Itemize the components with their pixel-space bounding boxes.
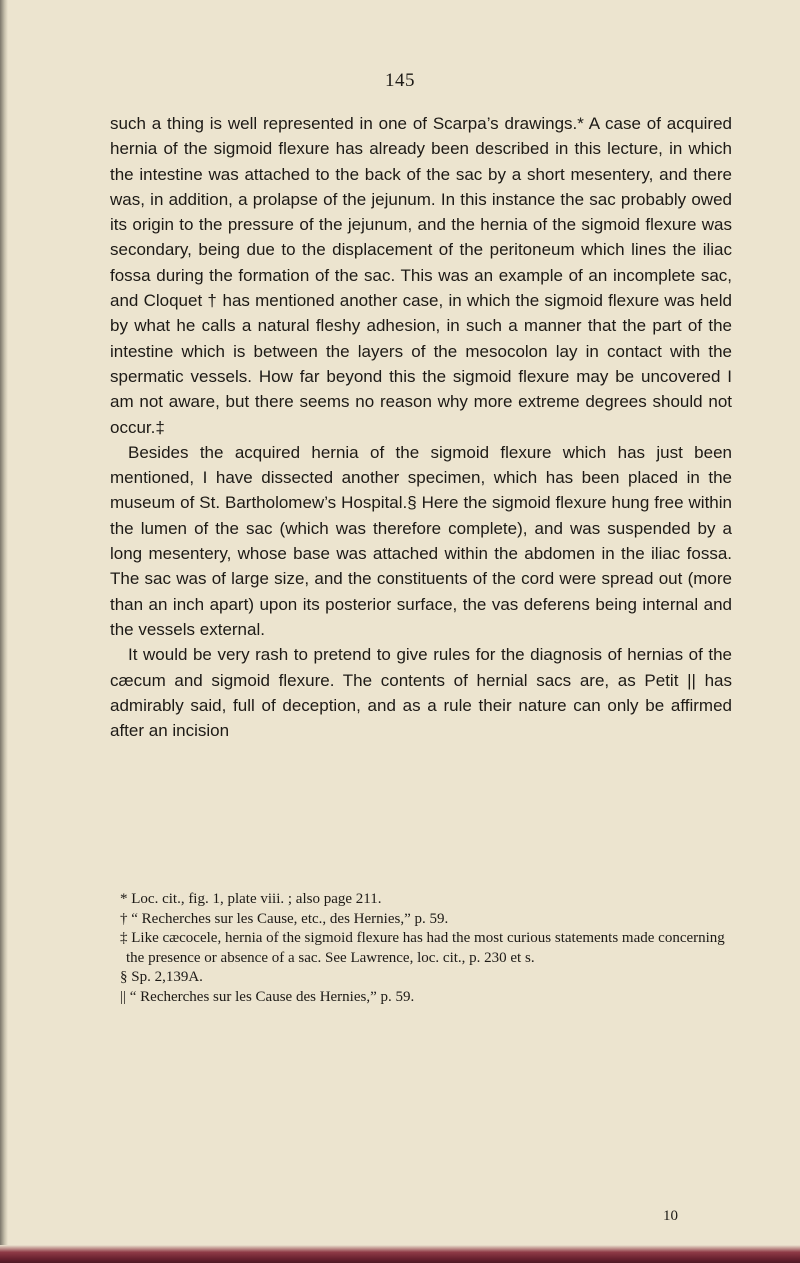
paragraph-2: Besides the acquired hernia of the sigmoid flexure which has just been mentioned, I have dissected another specimen, which has been placed in the museum of St. Bartholomew’s Hospital.§ Here the sigmoid flexure hung free within the lumen of the sac (which was therefore complete), and was suspended by a long mesentery, whose base was attached within the abdomen in the iliac fossa. The sac was of large size, and the constituents of the cord were spread out (more than an inch apart) upon its posterior surface, the vas deferens being internal and the vessels external. (110, 442, 732, 639)
page-number: 145 (385, 70, 415, 91)
footnotes (110, 890, 738, 1007)
paragraph-1: such a thing is well represented in one of Scarpa’s drawings.* A case of acquired hernia of the sigmoid flexure has already been described in this lecture, in which the intestine was attached to the back of the sac by a short mesentery, and there was, in addition, a prolapse of the jejunum. In this instance the sac probably owed its origin to the pressure of the jejunum, and the hernia of the sigmoid flexure was secondary, being due to the displacement of the peritoneum which lines the iliac fossa during the formation of the sac. This was an example of an incomplete sac, and Cloquet † has mentioned another case, in which the sigmoid flexure was held by what he calls a natural fleshy adhesion, in such a manner that the part of the intestine which is between the layers of the mesocolon lay in contact with the spermatic vessels. How far beyond this the sigmoid flexure may be uncovered I am not aware, but there seems no reason why more extreme degrees should not occur.‡ (110, 114, 732, 437)
footnote-3: ‡ Like cæcocele, hernia of the sigmoid flexure has had the most curious statements made concerning the presence or absence of a sac. See Lawrence, loc. cit., p. 230 et s. (120, 930, 725, 966)
signature-mark: 10 (663, 1208, 678, 1224)
body-text (110, 111, 732, 743)
footnote-1: * Loc. cit., fig. 1, plate viii. ; also page 211. (120, 891, 382, 907)
footnote-5: || “ Recherches sur les Cause des Hernies,” p. 59. (120, 988, 415, 1005)
page-left-edge-shadow (0, 0, 8, 1263)
footnote-4: § Sp. 2,139A. (120, 969, 203, 985)
page-bottom-edge (0, 1245, 800, 1263)
footnote-2: † “ Recherches sur les Cause, etc., des Hernies,” p. 59. (120, 910, 449, 927)
paragraph-3: It would be very rash to pretend to give rules for the diagnosis of hernias of the cæcum and sigmoid flexure. The contents of hernial sacs are, as Petit || has admirably said, full of deception, and as a rule their nature can only be affirmed after an incision (110, 645, 732, 741)
